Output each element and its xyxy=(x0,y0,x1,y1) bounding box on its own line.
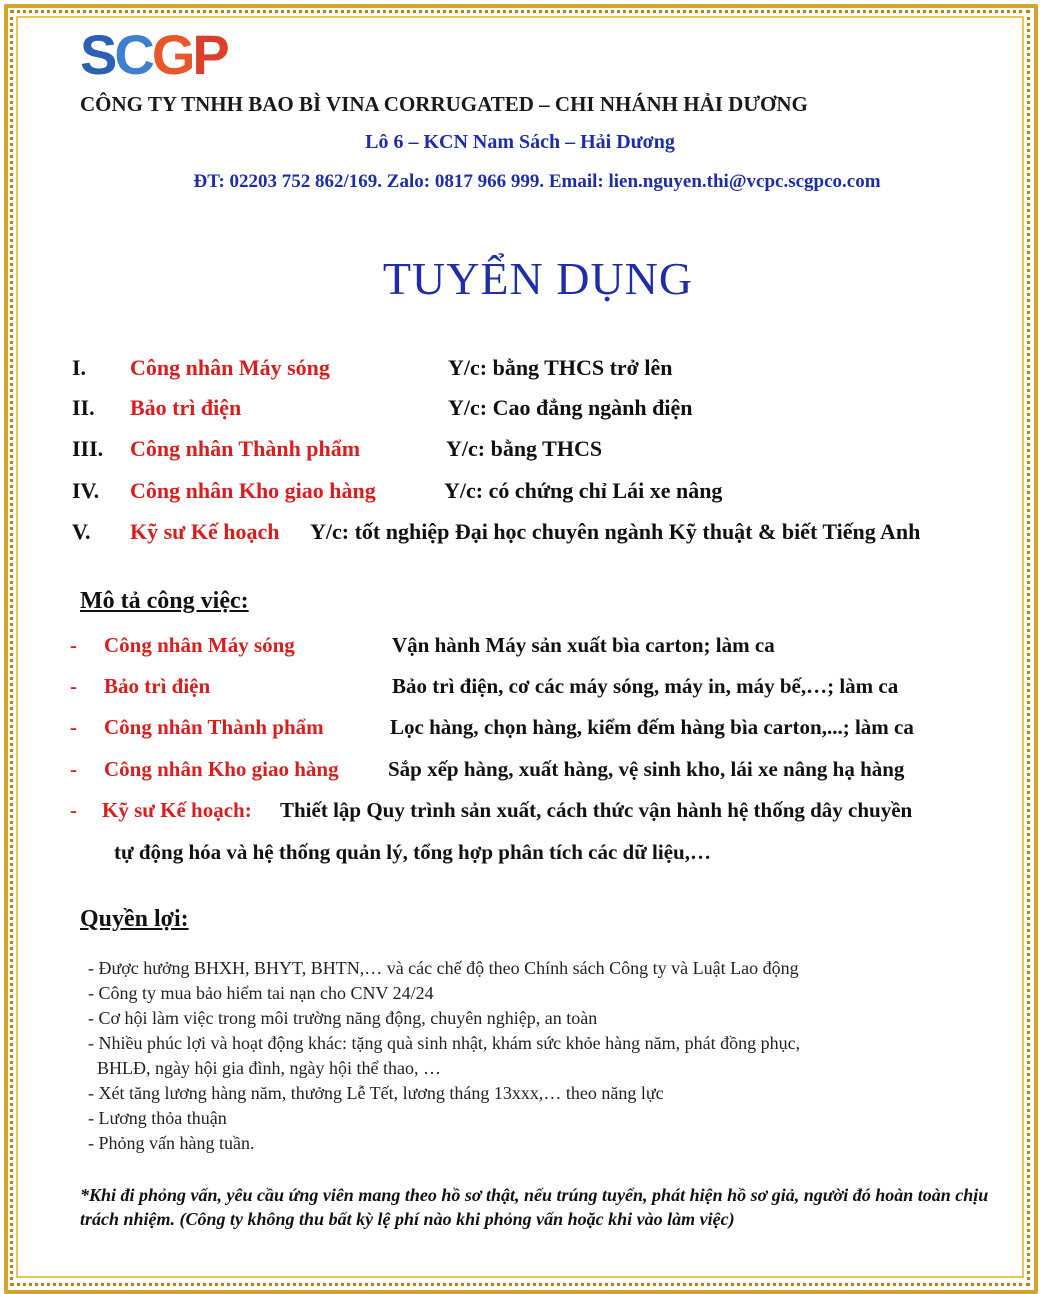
job-desc-text: tự động hóa và hệ thống quản lý, tổng hợp phân tích các dữ liệu,… xyxy=(114,840,711,864)
job-desc-text: Lọc hàng, chọn hàng, kiểm đếm hàng bìa carton,...; làm ca xyxy=(390,715,914,739)
bullet-dash: - xyxy=(70,633,77,657)
position-name: Bảo trì điện xyxy=(130,395,242,420)
job-desc-text: Thiết lập Quy trình sản xuất, cách thức vận hành hệ thống dây chuyền xyxy=(280,798,913,822)
logo-letter: P xyxy=(192,23,227,86)
benefit-item: - Phỏng vấn hàng tuần. xyxy=(88,1133,255,1153)
company-address: Lô 6 – KCN Nam Sách – Hải Dương xyxy=(365,131,675,153)
benefit-item: BHLĐ, ngày hội gia đình, ngày hội thể thao, … xyxy=(88,1058,441,1078)
position-number: I. xyxy=(72,355,87,380)
position-requirement: Y/c: bằng THCS trở lên xyxy=(448,355,673,380)
position-number: IV. xyxy=(72,478,100,503)
bullet-dash: - xyxy=(70,757,77,781)
logo-letter: C xyxy=(114,23,152,86)
position-number: III. xyxy=(72,436,104,461)
position-name: Công nhân Kho giao hàng xyxy=(130,478,376,503)
benefit-item: - Nhiều phúc lợi và hoạt động khác: tặng quà sinh nhật, khám sức khỏe hàng năm, phát đồng phục, xyxy=(88,1033,801,1053)
position-number: V. xyxy=(72,519,91,544)
position-name: Kỹ sư Kế hoạch xyxy=(130,519,280,544)
position-requirement: Y/c: có chứng chỉ Lái xe nâng xyxy=(444,478,723,503)
company-logo xyxy=(80,23,227,86)
benefits-heading: Quyền lợi: xyxy=(80,906,189,932)
interview-note: *Khi đi phỏng vấn, yêu cầu ứng viên mang theo hồ sơ thật, nếu trúng tuyển, phát hiện hồ sơ giả, người đó hoàn toàn chịu trách nhiệm. (Công ty không thu bất kỳ lệ phí nào khi phỏng vấn hoặc khi vào làm việc) xyxy=(80,1185,989,1229)
benefits-list xyxy=(88,956,800,1156)
job-desc-position: Công nhân Máy sóng xyxy=(104,633,295,657)
bullet-dash: - xyxy=(70,715,77,739)
company-name: CÔNG TY TNHH BAO BÌ VINA CORRUGATED – CHI NHÁNH HẢI DƯƠNG xyxy=(80,92,808,116)
job-desc-text: Bảo trì điện, cơ các máy sóng, máy in, máy bế,…; làm ca xyxy=(392,674,899,698)
position-requirement: Y/c: bằng THCS xyxy=(446,436,603,461)
benefit-item: - Xét tăng lương hàng năm, thưởng Lễ Tết, lương tháng 13xxx,… theo năng lực xyxy=(88,1083,664,1103)
position-number: II. xyxy=(72,395,95,420)
bullet-dash: - xyxy=(70,674,77,698)
logo-letter: S xyxy=(80,23,115,86)
position-name: Công nhân Máy sóng xyxy=(130,355,330,380)
job-desc-text: Vận hành Máy sản xuất bìa carton; làm ca xyxy=(392,633,775,657)
benefit-item: - Được hưởng BHXH, BHYT, BHTN,… và các chế độ theo Chính sách Công ty và Luật Lao động xyxy=(88,958,799,978)
position-requirement: Y/c: Cao đẳng ngành điện xyxy=(448,395,693,420)
company-contact: ĐT: 02203 752 862/169. Zalo: 0817 966 999. Email: lien.nguyen.thi@vcpc.scgpco.com xyxy=(193,171,881,192)
bullet-dash: - xyxy=(70,798,77,822)
job-desc-position: Công nhân Kho giao hàng xyxy=(104,757,339,781)
page-title: TUYỂN DỤNG xyxy=(382,253,694,304)
job-desc-position: Kỹ sư Kế hoạch: xyxy=(102,798,252,822)
logo-letter: G xyxy=(151,23,193,86)
benefit-item: - Cơ hội làm việc trong môi trường năng động, chuyên nghiệp, an toàn xyxy=(88,1008,598,1028)
benefit-item: - Công ty mua bảo hiểm tai nạn cho CNV 24/24 xyxy=(88,983,434,1003)
position-requirement: Y/c: tốt nghiệp Đại học chuyên ngành Kỹ thuật & biết Tiếng Anh xyxy=(310,519,921,544)
benefit-item: - Lương thỏa thuận xyxy=(88,1108,227,1128)
job-desc-text: Sắp xếp hàng, xuất hàng, vệ sinh kho, lái xe nâng hạ hàng xyxy=(388,757,905,781)
job-desc-position: Bảo trì điện xyxy=(104,674,211,698)
position-name: Công nhân Thành phẩm xyxy=(130,436,361,461)
job-description-heading: Mô tả công việc: xyxy=(80,588,249,614)
job-desc-position: Công nhân Thành phẩm xyxy=(104,715,324,739)
